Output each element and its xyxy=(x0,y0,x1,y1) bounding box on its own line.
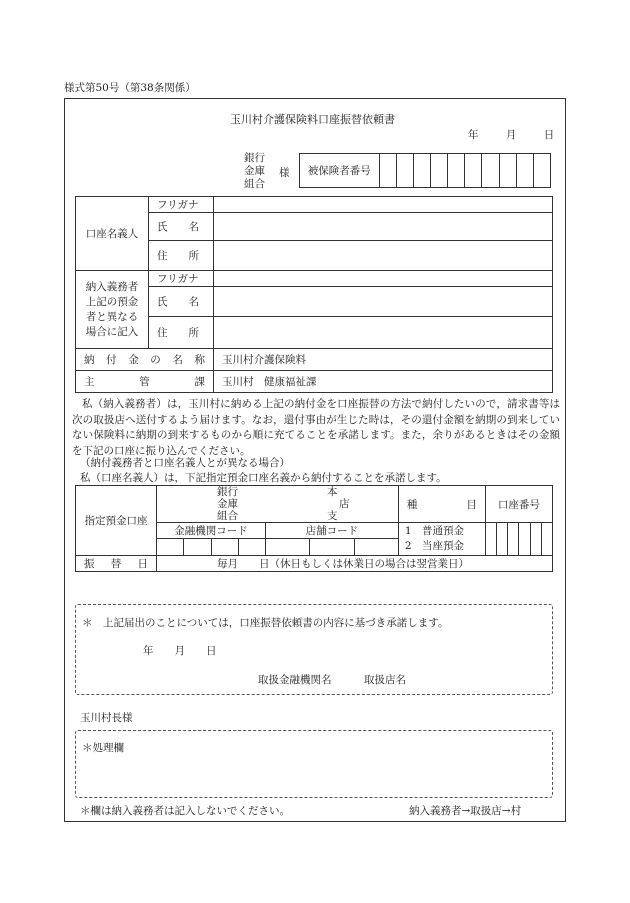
branch-type-1: 本 xyxy=(327,486,338,498)
payer-address-label: 住 所 xyxy=(149,317,214,349)
payer-furigana-input[interactable] xyxy=(214,271,553,287)
holder-table xyxy=(75,196,553,393)
insured-digit-4[interactable] xyxy=(431,154,448,188)
approval-text: ＊ 上記届出のことについては，口座振替依頼書の内容に基づき承諾します。 xyxy=(82,617,449,629)
insured-digit-1[interactable] xyxy=(379,154,396,188)
branch-digit-1[interactable] xyxy=(266,539,309,555)
holder-name-input[interactable] xyxy=(214,213,553,241)
insured-digit-6[interactable] xyxy=(465,154,482,188)
branch-code-label: 店舗コード xyxy=(266,523,399,539)
bank-type-1: 銀行 xyxy=(244,152,265,164)
bank-type-3: 組合 xyxy=(244,178,265,190)
designated-bank-type-3: 組合 xyxy=(217,510,238,522)
payer-name-input[interactable] xyxy=(214,287,553,317)
payer-label xyxy=(76,271,149,349)
processing-label: ＊処理欄 xyxy=(82,742,124,754)
holder-address-label: 住 所 xyxy=(149,241,214,271)
date-line xyxy=(468,127,554,142)
payer-label-line-2: 上記の預金 xyxy=(85,295,139,308)
insured-digit-2[interactable] xyxy=(396,154,413,188)
branch-types xyxy=(327,486,350,522)
payer-address-input[interactable] xyxy=(214,317,553,349)
holder-address-input[interactable] xyxy=(214,241,553,271)
insured-digit-5[interactable] xyxy=(448,154,465,188)
branch-type-3: 支 xyxy=(327,510,338,522)
account-digit-3[interactable] xyxy=(508,523,519,556)
date-day[interactable]: 日 xyxy=(543,129,555,141)
insured-digit-9[interactable] xyxy=(516,154,533,188)
form-number: 様式第50号（第38条関係） xyxy=(64,82,196,94)
designated-account-table xyxy=(75,485,553,572)
bank-type-stack xyxy=(244,152,265,191)
account-digit-5[interactable] xyxy=(530,523,541,556)
insured-digit-8[interactable] xyxy=(499,154,516,188)
branch-digit-3[interactable] xyxy=(354,539,398,555)
department-label: 主管課 xyxy=(76,371,214,393)
account-no-label: 口座番号 xyxy=(485,486,552,523)
kind-option-2[interactable]: 2 当座預金 xyxy=(404,540,464,552)
payer-name-label: 氏 名 xyxy=(149,287,214,317)
institution-code-label: 金融機関コード xyxy=(157,523,266,539)
payer-label-line-4: 場合に記入 xyxy=(85,325,139,338)
holder-label: 口座名義人 xyxy=(76,197,149,271)
transfer-day-label: 振替日 xyxy=(76,556,157,572)
account-digit-4[interactable] xyxy=(519,523,530,556)
form-title: 玉川村介護保険料口座振替依頼書 xyxy=(230,113,395,126)
institution-digit-1[interactable] xyxy=(157,539,183,555)
payer-label-line-1: 納入義務者 xyxy=(85,280,139,293)
kind-options[interactable] xyxy=(398,523,485,556)
statement-paragraph: 私（納入義務者）は，玉川村に納める上記の納付金を口座振替の方法で納付したいので，請求書等は次の取扱店へ送付するよう届けます。なお，還付事由が生じた時は，その還付金額を納期の到来していない保険料に納期の到来するものから順に充てることを承諾します。また，余りがあるときはその金額を下記の口座に振り込んでください。 xyxy=(72,398,560,457)
date-month[interactable]: 月 xyxy=(505,129,517,141)
insured-digit-3[interactable] xyxy=(413,154,430,188)
institution-digit-4[interactable] xyxy=(238,539,265,555)
date-year[interactable]: 年 xyxy=(468,129,479,141)
bank-type-2: 金庫 xyxy=(244,165,265,177)
consent-text: 私（口座名義人）は，下記指定預金口座名義から納付することを承諾します。 xyxy=(80,472,447,484)
insured-number-label: 被保険者番号 xyxy=(300,154,380,188)
kind-label: 種 目 xyxy=(398,486,485,523)
insured-number-table xyxy=(299,153,551,188)
branch-name-label: 取扱店名 xyxy=(364,674,406,686)
holder-furigana-label: フリガナ xyxy=(149,197,214,213)
holder-furigana-input[interactable] xyxy=(214,197,553,213)
payer-furigana-label: フリガナ xyxy=(149,271,214,287)
addressee: 玉川村長様 xyxy=(80,712,133,724)
payment-name-value: 玉川村介護保険料 xyxy=(214,349,553,371)
institution-name-label: 取扱金融機関名 xyxy=(258,674,332,686)
institution-digit-3[interactable] xyxy=(211,539,238,555)
designated-bank-type-2: 金庫 xyxy=(217,498,238,510)
account-digit-1[interactable] xyxy=(485,523,496,556)
processing-box xyxy=(75,730,553,798)
insured-digit-7[interactable] xyxy=(482,154,499,188)
designated-label: 指定預金口座 xyxy=(76,486,157,556)
footer-note: ＊欄は納入義務者は記入しないでください。 xyxy=(80,805,290,817)
payer-label-line-3: 者と異なる xyxy=(85,310,139,323)
department-value: 玉川村 健康福祉課 xyxy=(214,371,553,393)
bank-name-cell[interactable] xyxy=(157,486,399,523)
branch-type-2: 店 xyxy=(339,498,350,510)
holder-name-label: 氏 名 xyxy=(149,213,214,241)
institution-code-boxes[interactable] xyxy=(157,539,266,556)
approval-date[interactable]: 年 月 日 xyxy=(143,645,217,657)
designated-bank-types xyxy=(217,486,238,522)
routing-note: 納入義務者→取扱店→村 xyxy=(409,805,522,817)
account-digit-6[interactable] xyxy=(541,523,552,556)
account-digit-2[interactable] xyxy=(496,523,507,556)
institution-digit-2[interactable] xyxy=(183,539,210,555)
designated-bank-type-1: 銀行 xyxy=(217,486,238,498)
branch-digit-2[interactable] xyxy=(309,539,353,555)
honorific: 様 xyxy=(279,167,290,179)
branch-code-boxes[interactable] xyxy=(266,539,399,556)
insured-digit-10[interactable] xyxy=(533,154,550,188)
payment-name-label: 納付金の名称 xyxy=(76,349,214,371)
kind-option-1[interactable]: 1 普通預金 xyxy=(404,525,464,537)
transfer-day-value[interactable]: 毎月 日（休日もしくは休業日の場合は翌営業日） xyxy=(157,556,553,572)
note-different-payer: （納付義務者と口座名義人とが異なる場合） xyxy=(80,457,290,469)
